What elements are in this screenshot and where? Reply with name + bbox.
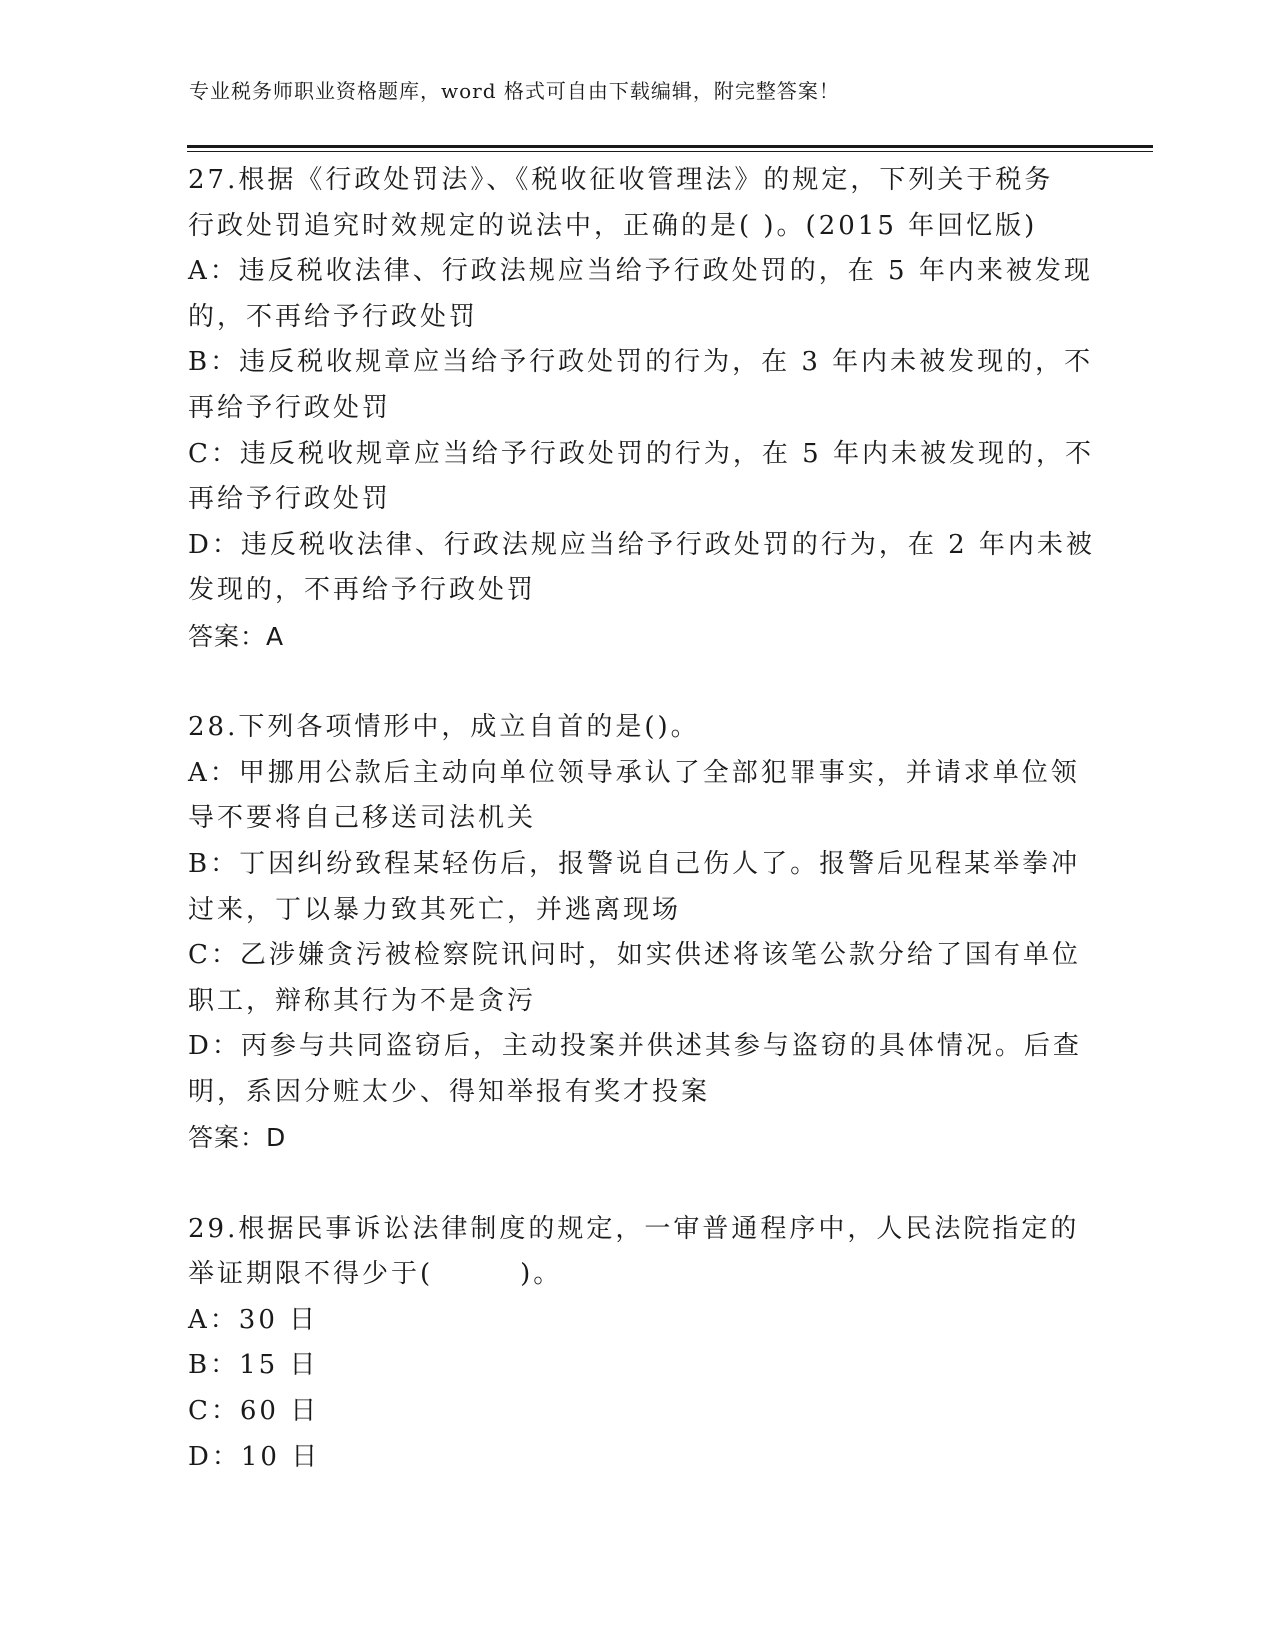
spacer xyxy=(188,660,1088,706)
answer-line: 答案：A xyxy=(188,621,285,651)
option-b: B：丁因纠纷致程某轻伤后，报警说自己伤人了。报警后见程某举拳冲 xyxy=(188,848,1081,879)
option-d: D：违反税收法律、行政法规应当给予行政处罚的行为，在 2 年内未被 xyxy=(188,529,1095,560)
question-stem-line: 28.下列各项情形中，成立自首的是()。 xyxy=(188,712,700,743)
option-d: D：丙参与共同盗窃后，主动投案并供述其参与盗窃的具体情况。后查 xyxy=(188,1031,1082,1062)
option-c: C：60 日 xyxy=(188,1396,320,1427)
answer-line: 答案：D xyxy=(188,1123,287,1153)
option-a: A：违反税收法律、行政法规应当给予行政处罚的，在 5 年内来被发现 xyxy=(188,256,1093,287)
option-a-cont: 导不要将自己移送司法机关 xyxy=(188,803,537,834)
option-a: A：甲挪用公款后主动向单位领导承认了全部犯罪事实，并请求单位领 xyxy=(188,757,1080,788)
option-b-cont: 过来，丁以暴力致其死亡，并逃离现场 xyxy=(188,894,682,925)
option-d-cont: 发现的，不再给予行政处罚 xyxy=(188,575,537,606)
option-c: C：乙涉嫌贪污被检察院讯问时，如实供述将该笔公款分给了国有单位 xyxy=(188,940,1081,971)
option-c-cont: 职工，辩称其行为不是贪污 xyxy=(188,985,537,1016)
option-b: B：15 日 xyxy=(188,1350,319,1381)
question-27 xyxy=(188,158,1095,660)
question-list xyxy=(188,158,1095,1480)
option-c-cont: 再给予行政处罚 xyxy=(188,484,392,515)
option-d-cont: 明，系因分赃太少、得知举报有奖才投案 xyxy=(188,1076,711,1107)
question-stem-line: 29.根据民事诉讼法律制度的规定，一审普通程序中，人民法院指定的 xyxy=(188,1213,1080,1244)
spacer xyxy=(188,1161,1088,1207)
option-a-cont: 的，不再给予行政处罚 xyxy=(188,301,479,332)
question-29 xyxy=(188,1207,1088,1481)
option-b: B：违反税收规章应当给予行政处罚的行为，在 3 年内未被发现的，不 xyxy=(188,347,1094,378)
header-rule-thin xyxy=(187,151,1153,152)
question-stem-line: 行政处罚追究时效规定的说法中，正确的是( )。(2015 年回忆版) xyxy=(188,210,1038,241)
question-stem-line: 27.根据《行政处罚法》、《税收征收管理法》的规定，下列关于税务 xyxy=(188,165,1054,195)
option-b-cont: 再给予行政处罚 xyxy=(188,392,392,423)
question-28 xyxy=(188,705,1088,1161)
question-stem-line: 举证期限不得少于( )。 xyxy=(188,1259,563,1290)
header-rule-thick xyxy=(187,145,1153,148)
option-a: A：30 日 xyxy=(188,1304,319,1335)
page-header: 专业税务师职业资格题库，word 格式可自由下载编辑，附完整答案！ xyxy=(189,79,840,103)
option-c: C：违反税收规章应当给予行政处罚的行为，在 5 年内未被发现的，不 xyxy=(188,438,1094,469)
option-d: D：10 日 xyxy=(188,1441,321,1472)
